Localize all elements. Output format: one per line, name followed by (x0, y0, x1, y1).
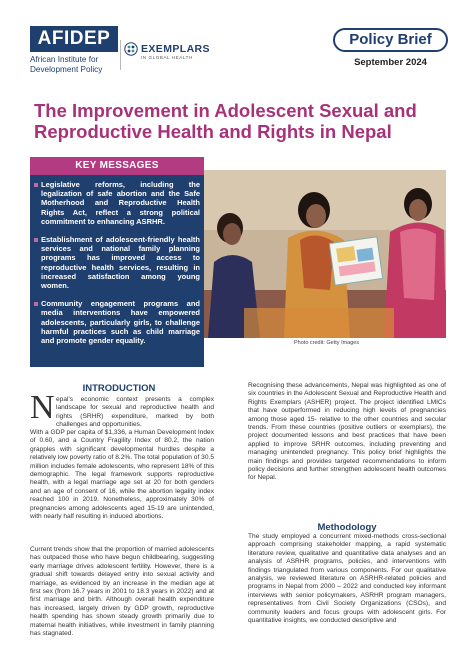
key-message-item (34, 180, 200, 226)
policy-brief-badge: Policy Brief (333, 28, 448, 52)
key-messages-heading: KEY MESSAGES (30, 157, 204, 175)
methodology-paragraph: The study employed a concurrent mixed-methods cross-sectional approach comprising stakeholder mapping, a rapid systematic literature review, qualitative and quantitative data analyses and an analysis of ASRHR programs, policies, and interventions with findings triangulated from various components. For our qualitative analysis, we reviewed literature on ASRHR-related policies and programs in Nepal from 2000 – 2022 and conducted key informant interviews with senior policymakers, ASRHR program managers, representatives from Civil Society Organizations (CSOs), and community leaders and focus groups with adolescent girls. For quantitative insights, we conducted descriptive and (248, 533, 446, 625)
org-name: African Institute for Development Policy (30, 55, 103, 74)
key-message-text: Community engagement programs and media interventions have empowered adolescents, particularly girls, to challenge harmful practices such as child marriage and promote gender equality. (41, 299, 200, 346)
photo-illustration (204, 170, 446, 338)
publication-date: September 2024 (354, 57, 427, 68)
photo-credit: Photo credit: Getty Images (294, 340, 360, 346)
key-message-item (34, 299, 200, 345)
square-bullet-icon (34, 183, 38, 187)
exemplars-subtitle: IN GLOBAL HEALTH (141, 55, 193, 60)
intro-paragraph-lead: epal's economic context presents a complex landscape for sexual and reproductive health and rights (SRHR) expenditure, marked by both challenges and opportunities. (56, 396, 214, 429)
key-messages-list (34, 180, 200, 354)
exemplars-paragraph: Recognising these advancements, Nepal was highlighted as one of six countries in the Adolescent Sexual and Reproductive Health and Rights Exemplars (ASHER) project. The project identified LMICs that have outperformed in reducing high levels of pregnancies among those aged 15- relative to the other countries and secular trends. From these countries (positive outliers or exemplars), the project documented lessons and best practices that have been applied to improve SRHR outcomes, including preventing and managing unintended pregnancy. This policy brief highlights the main findings and provides targeted recommendations to inform policy decisions and further strengthen adolescent health outcomes for Nepal. (248, 382, 446, 482)
key-message-text: Establishment of adolescent-friendly health services and national family planning programs has improved access to reproductive health services, resulting in increased satisfaction among young women. (41, 235, 200, 291)
square-bullet-icon (34, 238, 38, 242)
intro-paragraph-body: With a GDP per capita of $1,336, a Human Development Index of 0.60, and a Country Fragility Index of 80.2, the nation grapples with significant developmental hurdles despite a relatively low poverty ratio of 8.2%. The total population of 30.5 million includes female adolescents, who represent 18% of this demographic. The legal framework supports reproductive health, with a legal marriage age set at 20 for both genders and an age of consent of 16, while the abortion legality index reached 100 in 2019. Nonetheless, approximately 30% of pregnancies among adolescents aged 15-19 are unintended, with nearly half resulting in induced abortions. (30, 429, 214, 521)
logo-divider (120, 40, 121, 70)
intro-paragraph-trends: Current trends show that the proportion of married adolescents has outpaced those who have begun childbearing, suggesting early marriage drives adolescent fertility. However, there is a gradual shift towards delayed entry into sexual activity and marriage, as evidenced by an increase in the median age at first sex (from 16.7 years in 2001 to 18.3 years in 2022) and at first marriage and birth. Although overall health expenditure has increased, largely driven by GDP growth, reproductive health spending has shown steady growth primarily due to maternal health initiatives, while investment in family planning has stagnated. (30, 546, 214, 638)
key-message-item (34, 235, 200, 290)
exemplars-title: EXEMPLARS (141, 43, 210, 55)
methodology-heading: Methodology (317, 522, 377, 533)
square-bullet-icon (34, 302, 38, 306)
key-message-text: Legislative reforms, including the legalization of safe abortion and the Safe Motherhood and Reproductive Health Rights Act, reflect a strong political commitment to enhancing ASRHR. (41, 180, 200, 226)
cover-photo (204, 170, 446, 338)
exemplars-icon (124, 42, 138, 56)
introduction-heading: INTRODUCTION (82, 383, 156, 394)
page-title: The Improvement in Adolescent Sexual and Reproductive Health and Rights in Nepal (34, 100, 417, 142)
dropcap-letter: N (30, 389, 55, 426)
afidep-logo: AFIDEP (30, 26, 118, 52)
